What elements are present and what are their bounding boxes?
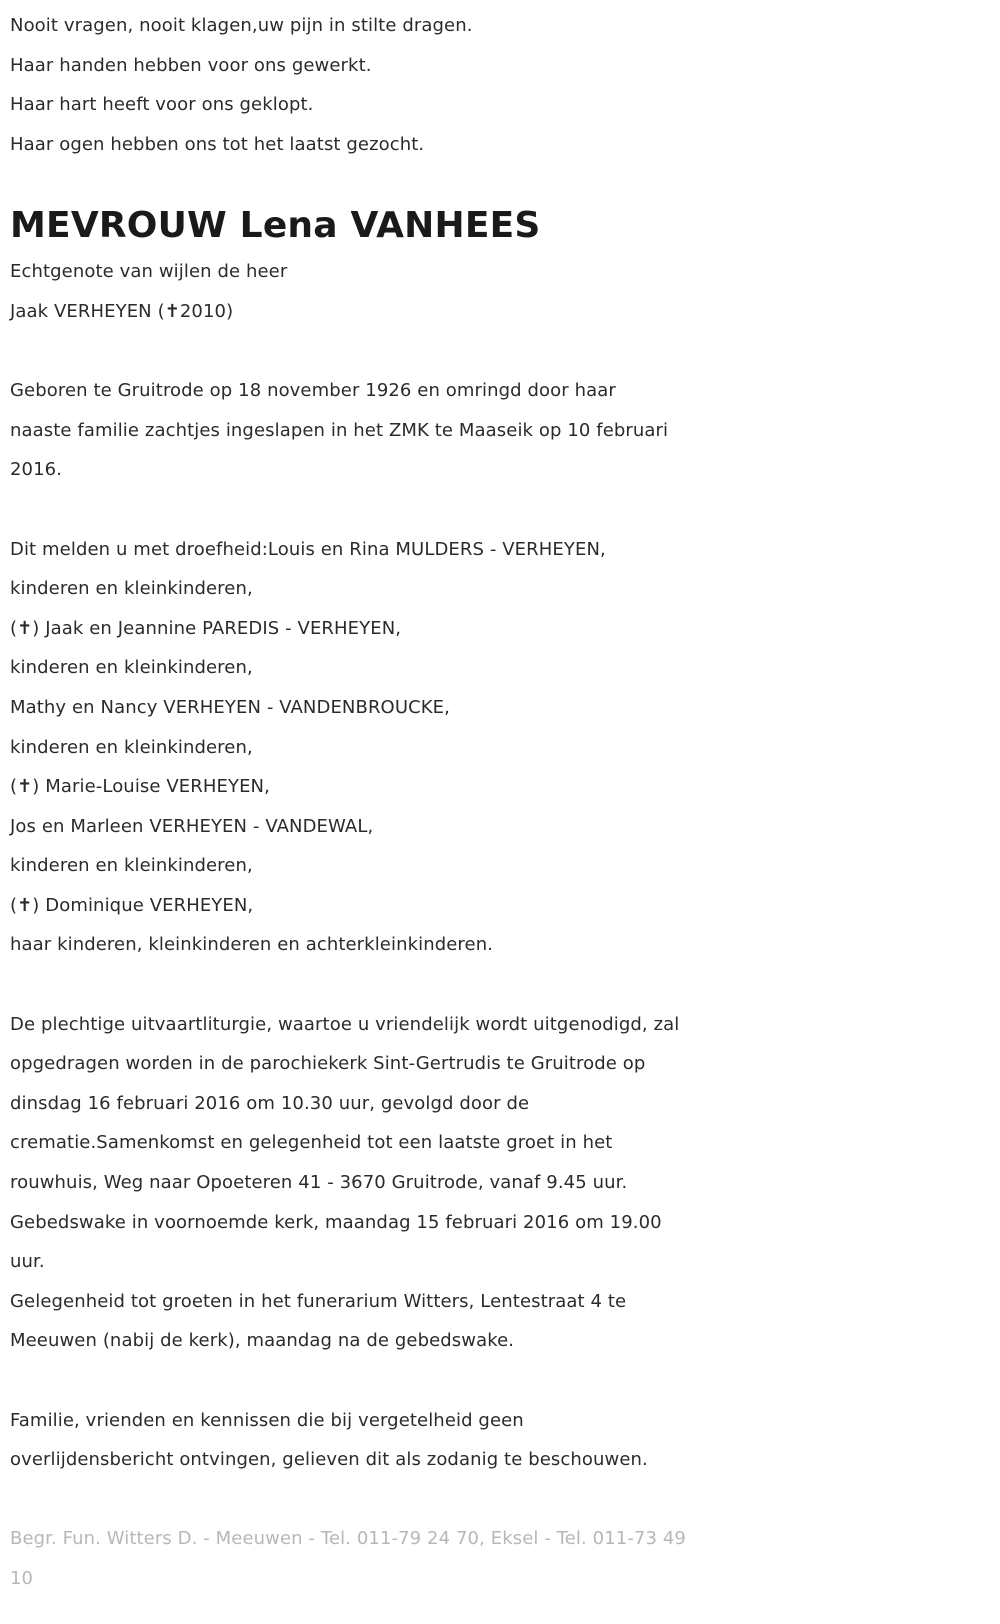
funeral-line: Meeuwen (nabij de kerk), maandag na de gebedswake.: [10, 1330, 515, 1352]
family-line: (✝) Dominique VERHEYEN,: [10, 894, 254, 916]
funeral-line: rouwhuis, Weg naar Opoeteren 41 - 3670 Gruitrode, vanaf 9.45 uur.: [10, 1172, 628, 1194]
spouse-line: Echtgenote van wijlen de heer: [10, 261, 288, 283]
family-line: kinderen en kleinkinderen,: [10, 657, 253, 679]
funeral-home-footer: [10, 1519, 990, 1598]
family-line: Jos en Marleen VERHEYEN - VANDEWAL,: [10, 815, 374, 837]
funeral-line: Gebedswake in voornoemde kerk, maandag 15 februari 2016 om 19.00: [10, 1211, 662, 1233]
family-line: (✝) Marie-Louise VERHEYEN,: [10, 776, 270, 798]
notice-line: Familie, vrienden en kennissen die bij vergetelheid geen: [10, 1409, 524, 1431]
birth-line: Geboren te Gruitrode op 18 november 1926 en omringd door haar: [10, 380, 616, 402]
funeral-line: dinsdag 16 februari 2016 om 10.30 uur, gevolgd door de: [10, 1092, 530, 1114]
birth-line: naaste familie zachtjes ingeslapen in het ZMK te Maaseik op 10 februari: [10, 419, 669, 441]
notice-line: overlijdensbericht ontvingen, gelieven dit als zodanig te beschouwen.: [10, 1449, 648, 1471]
deceased-name: MEVROUW Lena VANHEES: [10, 205, 541, 247]
family-line: kinderen en kleinkinderen,: [10, 736, 253, 758]
spacer: [10, 965, 990, 1005]
funeral-line: uur.: [10, 1251, 45, 1273]
birth-line: 2016.: [10, 459, 63, 481]
birth-death-info: [10, 371, 990, 490]
spacer: [10, 1480, 990, 1520]
family-line: kinderen en kleinkinderen,: [10, 855, 253, 877]
poem: [10, 6, 990, 164]
family-line: haar kinderen, kleinkinderen en achterkleinkinderen.: [10, 934, 494, 956]
spouse-info: [10, 252, 990, 331]
funeral-line: crematie.Samenkomst en gelegenheid tot een laatste groet in het: [10, 1132, 613, 1154]
poem-line: Nooit vragen, nooit klagen,uw pijn in stilte dragen.: [10, 15, 473, 36]
poem-line: Haar hart heeft voor ons geklopt.: [10, 94, 314, 116]
spacer: [10, 1361, 990, 1401]
notice-text: [10, 1401, 990, 1480]
spacer: [10, 332, 990, 372]
family-line: Mathy en Nancy VERHEYEN - VANDENBROUCKE,: [10, 696, 450, 718]
family-list: [10, 530, 990, 966]
spouse-line: Jaak VERHEYEN (✝2010): [10, 300, 234, 322]
funeral-details: [10, 1005, 990, 1361]
footer-line: 10: [10, 1567, 34, 1589]
family-line: kinderen en kleinkinderen,: [10, 578, 253, 600]
funeral-line: opgedragen worden in de parochiekerk Sint-Gertrudis te Gruitrode op: [10, 1053, 646, 1075]
footer-line: Begr. Fun. Witters D. - Meeuwen - Tel. 011-79 24 70, Eksel - Tel. 011-73 49: [10, 1528, 686, 1550]
funeral-line: De plechtige uitvaartliturgie, waartoe u vriendelijk wordt uitgenodigd, zal: [10, 1013, 680, 1035]
poem-line: Haar handen hebben voor ons gewerkt.: [10, 54, 372, 76]
family-line: Dit melden u met droefheid:Louis en Rina MULDERS - VERHEYEN,: [10, 538, 606, 560]
funeral-line: Gelegenheid tot groeten in het funerarium Witters, Lentestraat 4 te: [10, 1290, 627, 1312]
spacer: [10, 490, 990, 530]
poem-line: Haar ogen hebben ons tot het laatst gezocht.: [10, 133, 425, 155]
family-line: (✝) Jaak en Jeannine PAREDIS - VERHEYEN,: [10, 617, 402, 639]
